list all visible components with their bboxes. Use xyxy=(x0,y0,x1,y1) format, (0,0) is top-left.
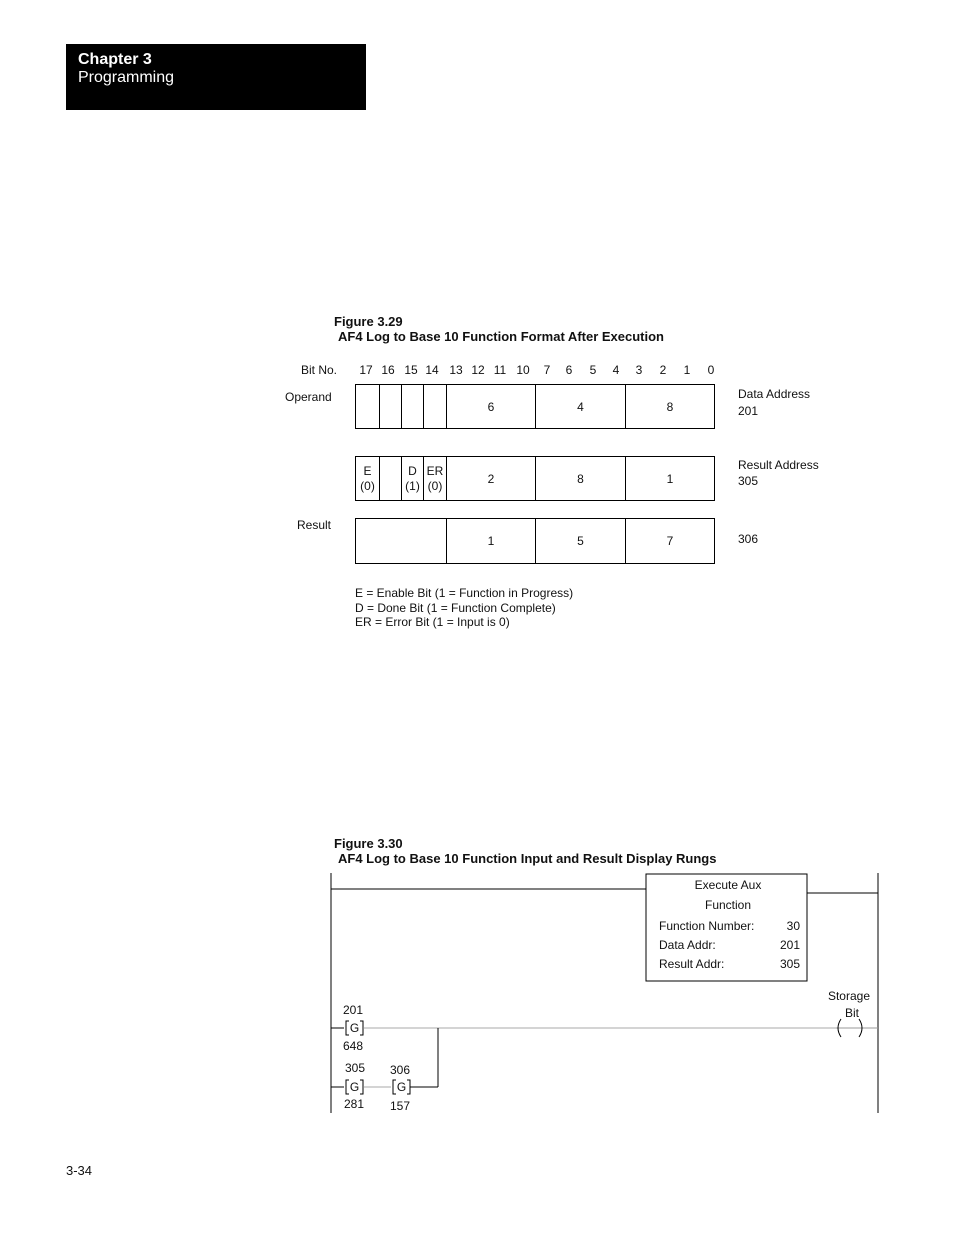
page-number: 3-34 xyxy=(66,1163,93,1178)
block-row-label: Data Addr: xyxy=(659,938,716,952)
bit-number: 11 xyxy=(493,363,507,377)
result2-digit: 1 xyxy=(487,534,495,548)
block-line-2: Function xyxy=(704,898,752,912)
g-bracket-right xyxy=(360,1021,363,1035)
operand-digit: 6 xyxy=(487,399,495,414)
bit-number: 6 xyxy=(565,363,573,377)
bit-number: 4 xyxy=(612,363,620,377)
bit-number: 13 xyxy=(449,363,463,377)
operand-label: Operand xyxy=(285,390,332,404)
bit-number: 10 xyxy=(516,363,530,377)
g-bracket-right xyxy=(407,1080,410,1094)
result-address-value: 305 xyxy=(738,474,759,488)
g1-letter: G xyxy=(349,1021,360,1035)
coil-label-line-1: Storage xyxy=(827,989,870,1003)
coil-label-line-2: Bit xyxy=(844,1006,859,1020)
figure-330-title: AF4 Log to Base 10 Function Input and Result Display Rungs xyxy=(338,851,717,866)
section-label: Programming xyxy=(78,69,175,86)
g-bracket-left xyxy=(393,1080,396,1094)
bit-number: 16 xyxy=(381,363,395,377)
data-address-value: 201 xyxy=(738,404,759,418)
result2-address-value: 306 xyxy=(738,532,759,546)
flag-value: (0) xyxy=(427,478,443,493)
g1-value: 648 xyxy=(342,1039,364,1053)
bit-number: 12 xyxy=(471,363,485,377)
flag-name: D xyxy=(408,463,417,478)
result-digit: 8 xyxy=(577,471,584,486)
result-digit: 2 xyxy=(487,471,495,486)
result-digit: 1 xyxy=(666,471,674,486)
g-bracket-left xyxy=(346,1021,349,1035)
bit-number: 7 xyxy=(543,363,551,377)
bit-number: 14 xyxy=(425,363,439,377)
operand-digit: 4 xyxy=(577,399,584,414)
block-line-1: Execute Aux xyxy=(694,878,762,892)
data-address-label: Data Address xyxy=(738,387,811,401)
bit-number: 1 xyxy=(683,363,691,377)
result2-digit: 5 xyxy=(577,534,584,548)
result-label: Result xyxy=(297,518,332,532)
figure-329-number: Figure 3.29 xyxy=(334,314,403,329)
figure-329-title: AF4 Log to Base 10 Function Format After Execution xyxy=(338,329,664,344)
block-row-label: Result Addr: xyxy=(659,957,725,971)
chapter-label: Chapter 3 xyxy=(78,51,152,68)
bit-number: 17 xyxy=(359,363,373,377)
block-row-value: 201 xyxy=(779,938,800,952)
bit-number: 2 xyxy=(659,363,667,377)
result2-digit: 7 xyxy=(666,534,674,548)
block-row-label: Function Number: xyxy=(659,919,755,933)
g2-value: 281 xyxy=(343,1097,365,1111)
g2-address: 305 xyxy=(344,1061,366,1075)
flag-name: ER xyxy=(426,463,444,478)
g1-address: 201 xyxy=(342,1003,364,1017)
flag-value: (0) xyxy=(360,478,375,493)
legend-line: ER = Error Bit (1 = Input is 0) xyxy=(355,615,510,629)
bit-number: 15 xyxy=(404,363,418,377)
g-bracket-right xyxy=(360,1080,363,1094)
operand-digit: 8 xyxy=(666,399,674,414)
legend-line: D = Done Bit (1 = Function Complete) xyxy=(355,600,556,615)
block-row-value: 30 xyxy=(786,919,800,933)
bit-no-label: Bit No. xyxy=(301,363,338,377)
block-row-value: 305 xyxy=(779,957,800,971)
g3-address: 306 xyxy=(389,1063,411,1077)
figure-330-number: Figure 3.30 xyxy=(334,836,403,851)
flag-name: E xyxy=(363,463,372,478)
g3-value: 157 xyxy=(389,1099,411,1113)
bit-number: 3 xyxy=(635,363,643,377)
bit-number: 5 xyxy=(589,363,597,377)
g-bracket-left xyxy=(346,1080,349,1094)
bit-number: 0 xyxy=(707,363,715,377)
flag-value: (1) xyxy=(405,478,420,493)
result-address-label: Result Address xyxy=(738,458,819,472)
legend-line: E = Enable Bit (1 = Function in Progress) xyxy=(355,586,574,600)
g2-letter: G xyxy=(349,1080,360,1094)
g3-letter: G xyxy=(396,1080,407,1094)
